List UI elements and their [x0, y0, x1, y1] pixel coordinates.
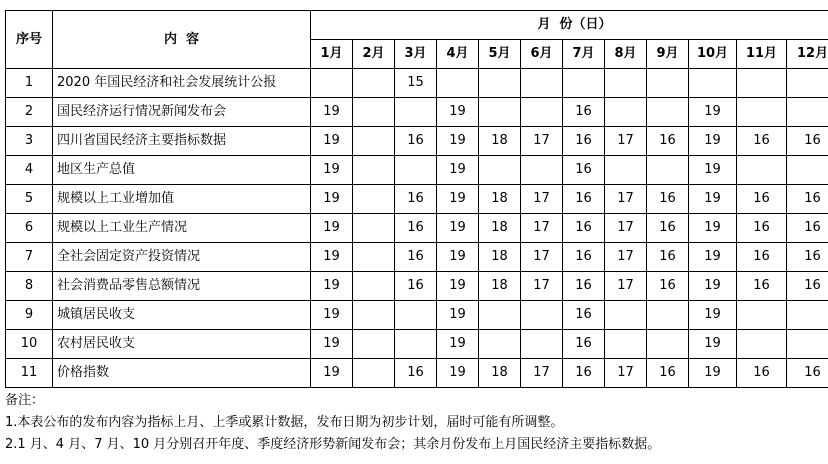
row-index: 9 — [6, 301, 53, 330]
header-month-10: 10月 — [689, 40, 737, 69]
release-day-cell: 19 — [311, 330, 353, 359]
release-day-cell: 17 — [521, 272, 563, 301]
release-day-cell — [353, 98, 395, 127]
release-day-cell: 16 — [395, 359, 437, 388]
row-content: 全社会固定资产投资情况 — [53, 243, 311, 272]
release-day-cell: 16 — [395, 214, 437, 243]
release-day-cell — [311, 69, 353, 98]
header-month-3: 3月 — [395, 40, 437, 69]
release-day-cell — [647, 301, 689, 330]
release-day-cell: 16 — [787, 359, 828, 388]
release-day-cell: 16 — [563, 98, 605, 127]
table-row — [6, 156, 828, 185]
release-day-cell — [353, 301, 395, 330]
release-day-cell: 17 — [521, 243, 563, 272]
release-day-cell — [605, 98, 647, 127]
release-day-cell: 19 — [689, 301, 737, 330]
table-row — [6, 272, 828, 301]
release-day-cell — [395, 330, 437, 359]
release-day-cell: 16 — [737, 359, 787, 388]
release-day-cell: 15 — [395, 69, 437, 98]
release-day-cell: 18 — [479, 272, 521, 301]
release-day-cell — [737, 69, 787, 98]
row-content: 规模以上工业增加值 — [53, 185, 311, 214]
table-row — [6, 301, 828, 330]
release-day-cell — [353, 330, 395, 359]
release-day-cell — [737, 330, 787, 359]
release-day-cell — [737, 156, 787, 185]
release-day-cell: 19 — [311, 127, 353, 156]
release-day-cell — [353, 214, 395, 243]
header-month-7: 7月 — [563, 40, 605, 69]
release-day-cell: 16 — [563, 156, 605, 185]
row-content: 价格指数 — [53, 359, 311, 388]
row-index: 8 — [6, 272, 53, 301]
release-day-cell — [605, 301, 647, 330]
release-day-cell: 16 — [737, 272, 787, 301]
release-day-cell — [437, 69, 479, 98]
release-day-cell — [737, 98, 787, 127]
release-day-cell — [605, 330, 647, 359]
release-day-cell — [353, 243, 395, 272]
notes — [5, 390, 825, 456]
row-content: 2020 年国民经济和社会发展统计公报 — [53, 69, 311, 98]
release-day-cell — [787, 98, 828, 127]
row-index: 10 — [6, 330, 53, 359]
release-day-cell: 16 — [787, 243, 828, 272]
release-day-cell — [521, 330, 563, 359]
release-day-cell: 16 — [787, 272, 828, 301]
release-day-cell: 19 — [437, 359, 479, 388]
release-day-cell: 16 — [395, 185, 437, 214]
table-row — [6, 98, 828, 127]
header-month-9: 9月 — [647, 40, 689, 69]
table-row — [6, 359, 828, 388]
release-day-cell: 19 — [689, 214, 737, 243]
release-day-cell: 16 — [395, 243, 437, 272]
release-day-cell — [521, 98, 563, 127]
row-content: 农村居民收支 — [53, 330, 311, 359]
release-day-cell — [479, 98, 521, 127]
release-day-cell — [353, 359, 395, 388]
release-day-cell: 18 — [479, 359, 521, 388]
release-day-cell: 16 — [737, 127, 787, 156]
release-day-cell: 16 — [647, 214, 689, 243]
header-month-4: 4月 — [437, 40, 479, 69]
release-day-cell: 16 — [563, 243, 605, 272]
release-day-cell — [395, 98, 437, 127]
release-schedule-table — [5, 10, 828, 388]
release-day-cell: 16 — [647, 243, 689, 272]
release-day-cell: 19 — [311, 214, 353, 243]
release-day-cell: 19 — [437, 127, 479, 156]
row-index: 2 — [6, 98, 53, 127]
release-day-cell: 19 — [437, 214, 479, 243]
release-day-cell — [521, 69, 563, 98]
note-line-1: 1.本表公布的发布内容为指标上月、上季或累计数据，发布日期为初步计划，届时可能有所调整。 — [5, 415, 564, 430]
release-day-cell: 16 — [647, 272, 689, 301]
release-day-cell — [787, 301, 828, 330]
release-day-cell: 16 — [395, 127, 437, 156]
release-day-cell: 19 — [437, 301, 479, 330]
table-row — [6, 127, 828, 156]
table-row — [6, 214, 828, 243]
release-day-cell — [353, 185, 395, 214]
header-month-6: 6月 — [521, 40, 563, 69]
table-row — [6, 185, 828, 214]
table-row — [6, 330, 828, 359]
release-day-cell: 19 — [437, 185, 479, 214]
release-day-cell — [689, 69, 737, 98]
release-day-cell: 18 — [479, 214, 521, 243]
release-day-cell: 17 — [521, 185, 563, 214]
notes-title: 备注： — [5, 393, 45, 408]
release-day-cell: 17 — [605, 127, 647, 156]
release-day-cell: 18 — [479, 243, 521, 272]
release-day-cell: 17 — [605, 272, 647, 301]
row-content: 四川省国民经济主要指标数据 — [53, 127, 311, 156]
release-day-cell — [521, 301, 563, 330]
release-schedule — [5, 10, 828, 456]
header-month-group: 月 份（日） — [311, 11, 828, 40]
release-day-cell — [647, 156, 689, 185]
release-day-cell — [563, 69, 605, 98]
header-content: 内 容 — [53, 11, 311, 69]
release-day-cell: 16 — [563, 330, 605, 359]
release-day-cell: 16 — [737, 185, 787, 214]
note-line-2: 2.1 月、4 月、7 月、10 月分别召开年度、季度经济形势新闻发布会；其余月份发布上月国民经济主要指标数据。 — [5, 437, 661, 452]
release-day-cell: 19 — [311, 156, 353, 185]
release-day-cell: 16 — [563, 301, 605, 330]
header-month-11: 11月 — [737, 40, 787, 69]
release-day-cell — [353, 156, 395, 185]
release-day-cell: 19 — [689, 243, 737, 272]
release-day-cell: 16 — [563, 214, 605, 243]
release-day-cell: 16 — [787, 127, 828, 156]
table-row — [6, 69, 828, 98]
release-day-cell — [353, 272, 395, 301]
release-day-cell: 19 — [311, 243, 353, 272]
release-day-cell — [787, 330, 828, 359]
row-index: 11 — [6, 359, 53, 388]
release-day-cell: 17 — [605, 243, 647, 272]
release-day-cell: 19 — [437, 243, 479, 272]
header-month-5: 5月 — [479, 40, 521, 69]
release-day-cell — [395, 156, 437, 185]
release-day-cell: 19 — [689, 156, 737, 185]
release-day-cell — [787, 156, 828, 185]
release-day-cell: 17 — [605, 185, 647, 214]
row-content: 社会消费品零售总额情况 — [53, 272, 311, 301]
row-index: 6 — [6, 214, 53, 243]
release-day-cell — [787, 69, 828, 98]
header-month-8: 8月 — [605, 40, 647, 69]
release-day-cell — [521, 156, 563, 185]
release-day-cell: 19 — [311, 301, 353, 330]
row-index: 5 — [6, 185, 53, 214]
release-day-cell: 19 — [689, 185, 737, 214]
release-day-cell: 19 — [437, 156, 479, 185]
header-month-12: 12月 — [787, 40, 828, 69]
release-day-cell: 19 — [311, 359, 353, 388]
release-day-cell: 16 — [647, 185, 689, 214]
release-day-cell: 16 — [563, 185, 605, 214]
release-day-cell — [353, 69, 395, 98]
row-content: 国民经济运行情况新闻发布会 — [53, 98, 311, 127]
release-day-cell — [737, 301, 787, 330]
release-day-cell: 16 — [395, 272, 437, 301]
release-day-cell — [647, 69, 689, 98]
table-row — [6, 243, 828, 272]
release-day-cell: 18 — [479, 127, 521, 156]
release-day-cell: 17 — [605, 359, 647, 388]
release-day-cell: 19 — [311, 185, 353, 214]
release-day-cell: 17 — [521, 359, 563, 388]
release-day-cell — [479, 301, 521, 330]
release-day-cell — [647, 98, 689, 127]
release-day-cell: 17 — [605, 214, 647, 243]
row-index: 4 — [6, 156, 53, 185]
release-day-cell: 17 — [521, 214, 563, 243]
release-day-cell: 16 — [563, 127, 605, 156]
release-day-cell — [479, 69, 521, 98]
release-day-cell: 19 — [311, 272, 353, 301]
release-day-cell — [479, 156, 521, 185]
release-day-cell: 19 — [689, 127, 737, 156]
release-day-cell: 16 — [647, 127, 689, 156]
row-index: 3 — [6, 127, 53, 156]
header-month-1: 1月 — [311, 40, 353, 69]
release-day-cell: 19 — [689, 98, 737, 127]
release-day-cell: 19 — [689, 359, 737, 388]
release-day-cell — [353, 127, 395, 156]
release-day-cell: 16 — [563, 359, 605, 388]
release-day-cell: 16 — [647, 359, 689, 388]
row-index: 1 — [6, 69, 53, 98]
row-content: 城镇居民收支 — [53, 301, 311, 330]
release-day-cell: 19 — [689, 272, 737, 301]
release-day-cell: 16 — [787, 185, 828, 214]
release-day-cell: 16 — [737, 243, 787, 272]
release-day-cell: 19 — [311, 98, 353, 127]
row-content: 地区生产总值 — [53, 156, 311, 185]
release-day-cell: 19 — [437, 330, 479, 359]
release-day-cell: 17 — [521, 127, 563, 156]
release-day-cell: 19 — [437, 98, 479, 127]
release-day-cell: 19 — [689, 330, 737, 359]
release-day-cell: 19 — [437, 272, 479, 301]
row-content: 规模以上工业生产情况 — [53, 214, 311, 243]
release-day-cell — [647, 330, 689, 359]
release-day-cell — [479, 330, 521, 359]
header-index: 序号 — [6, 11, 53, 69]
row-index: 7 — [6, 243, 53, 272]
release-day-cell: 18 — [479, 185, 521, 214]
release-day-cell — [605, 156, 647, 185]
release-day-cell: 16 — [563, 272, 605, 301]
release-day-cell: 16 — [787, 214, 828, 243]
release-day-cell: 16 — [737, 214, 787, 243]
release-day-cell — [395, 301, 437, 330]
release-day-cell — [605, 69, 647, 98]
header-month-2: 2月 — [353, 40, 395, 69]
